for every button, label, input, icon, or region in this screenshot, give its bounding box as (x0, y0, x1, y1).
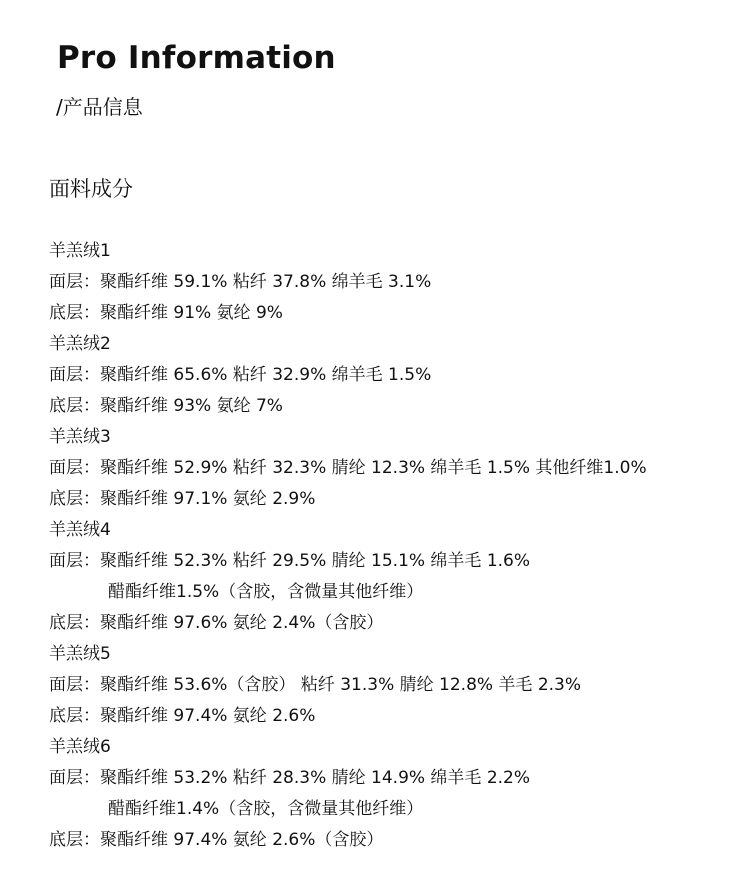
product-name: 羊羔绒4 (49, 520, 111, 540)
product-name: 羊羔绒3 (49, 427, 111, 447)
base-layer-composition: 底层：聚酯纤维 91% 氨纶 9% (49, 303, 283, 323)
face-layer-composition: 面层：聚酯纤维 52.3% 粘纤 29.5% 腈纶 15.1% 绵羊毛 1.6% (49, 551, 531, 571)
base-layer-composition: 底层：聚酯纤维 97.6% 氨纶 2.4%（含胶） (49, 613, 384, 633)
face-layer-composition: 面层：聚酯纤维 52.9% 粘纤 32.3% 腈纶 12.3% 绵羊毛 1.5% 其他纤维1.0% (49, 458, 647, 478)
face-layer-composition-continued: 醋酯纤维1.5%（含胶，含微量其他纤维） (108, 582, 424, 602)
base-layer-composition: 底层：聚酯纤维 93% 氨纶 7% (49, 396, 283, 416)
face-layer-composition: 面层：聚酯纤维 53.2% 粘纤 28.3% 腈纶 14.9% 绵羊毛 2.2% (49, 768, 531, 788)
face-layer-composition: 面层：聚酯纤维 53.6%（含胶） 粘纤 31.3% 腈纶 12.8% 羊毛 2.3% (49, 675, 582, 695)
face-layer-composition: 面层：聚酯纤维 59.1% 粘纤 37.8% 绵羊毛 3.1% (49, 272, 432, 292)
product-name: 羊羔绒5 (49, 644, 111, 664)
product-name: 羊羔绒1 (49, 241, 111, 261)
product-name: 羊羔绒6 (49, 737, 111, 757)
base-layer-composition: 底层：聚酯纤维 97.1% 氨纶 2.9% (49, 489, 316, 509)
fabric-composition-heading: 面料成分 (49, 177, 133, 201)
fabric-composition-list (49, 236, 739, 856)
product-name: 羊羔绒2 (49, 334, 111, 354)
face-layer-composition-continued: 醋酯纤维1.4%（含胶，含微量其他纤维） (108, 799, 424, 819)
page-subtitle: /产品信息 (56, 95, 143, 119)
face-layer-composition: 面层：聚酯纤维 65.6% 粘纤 32.9% 绵羊毛 1.5% (49, 365, 432, 385)
base-layer-composition: 底层：聚酯纤维 97.4% 氨纶 2.6% (49, 706, 316, 726)
page-title: Pro Information (57, 40, 336, 76)
base-layer-composition: 底层：聚酯纤维 97.4% 氨纶 2.6%（含胶） (49, 830, 384, 850)
